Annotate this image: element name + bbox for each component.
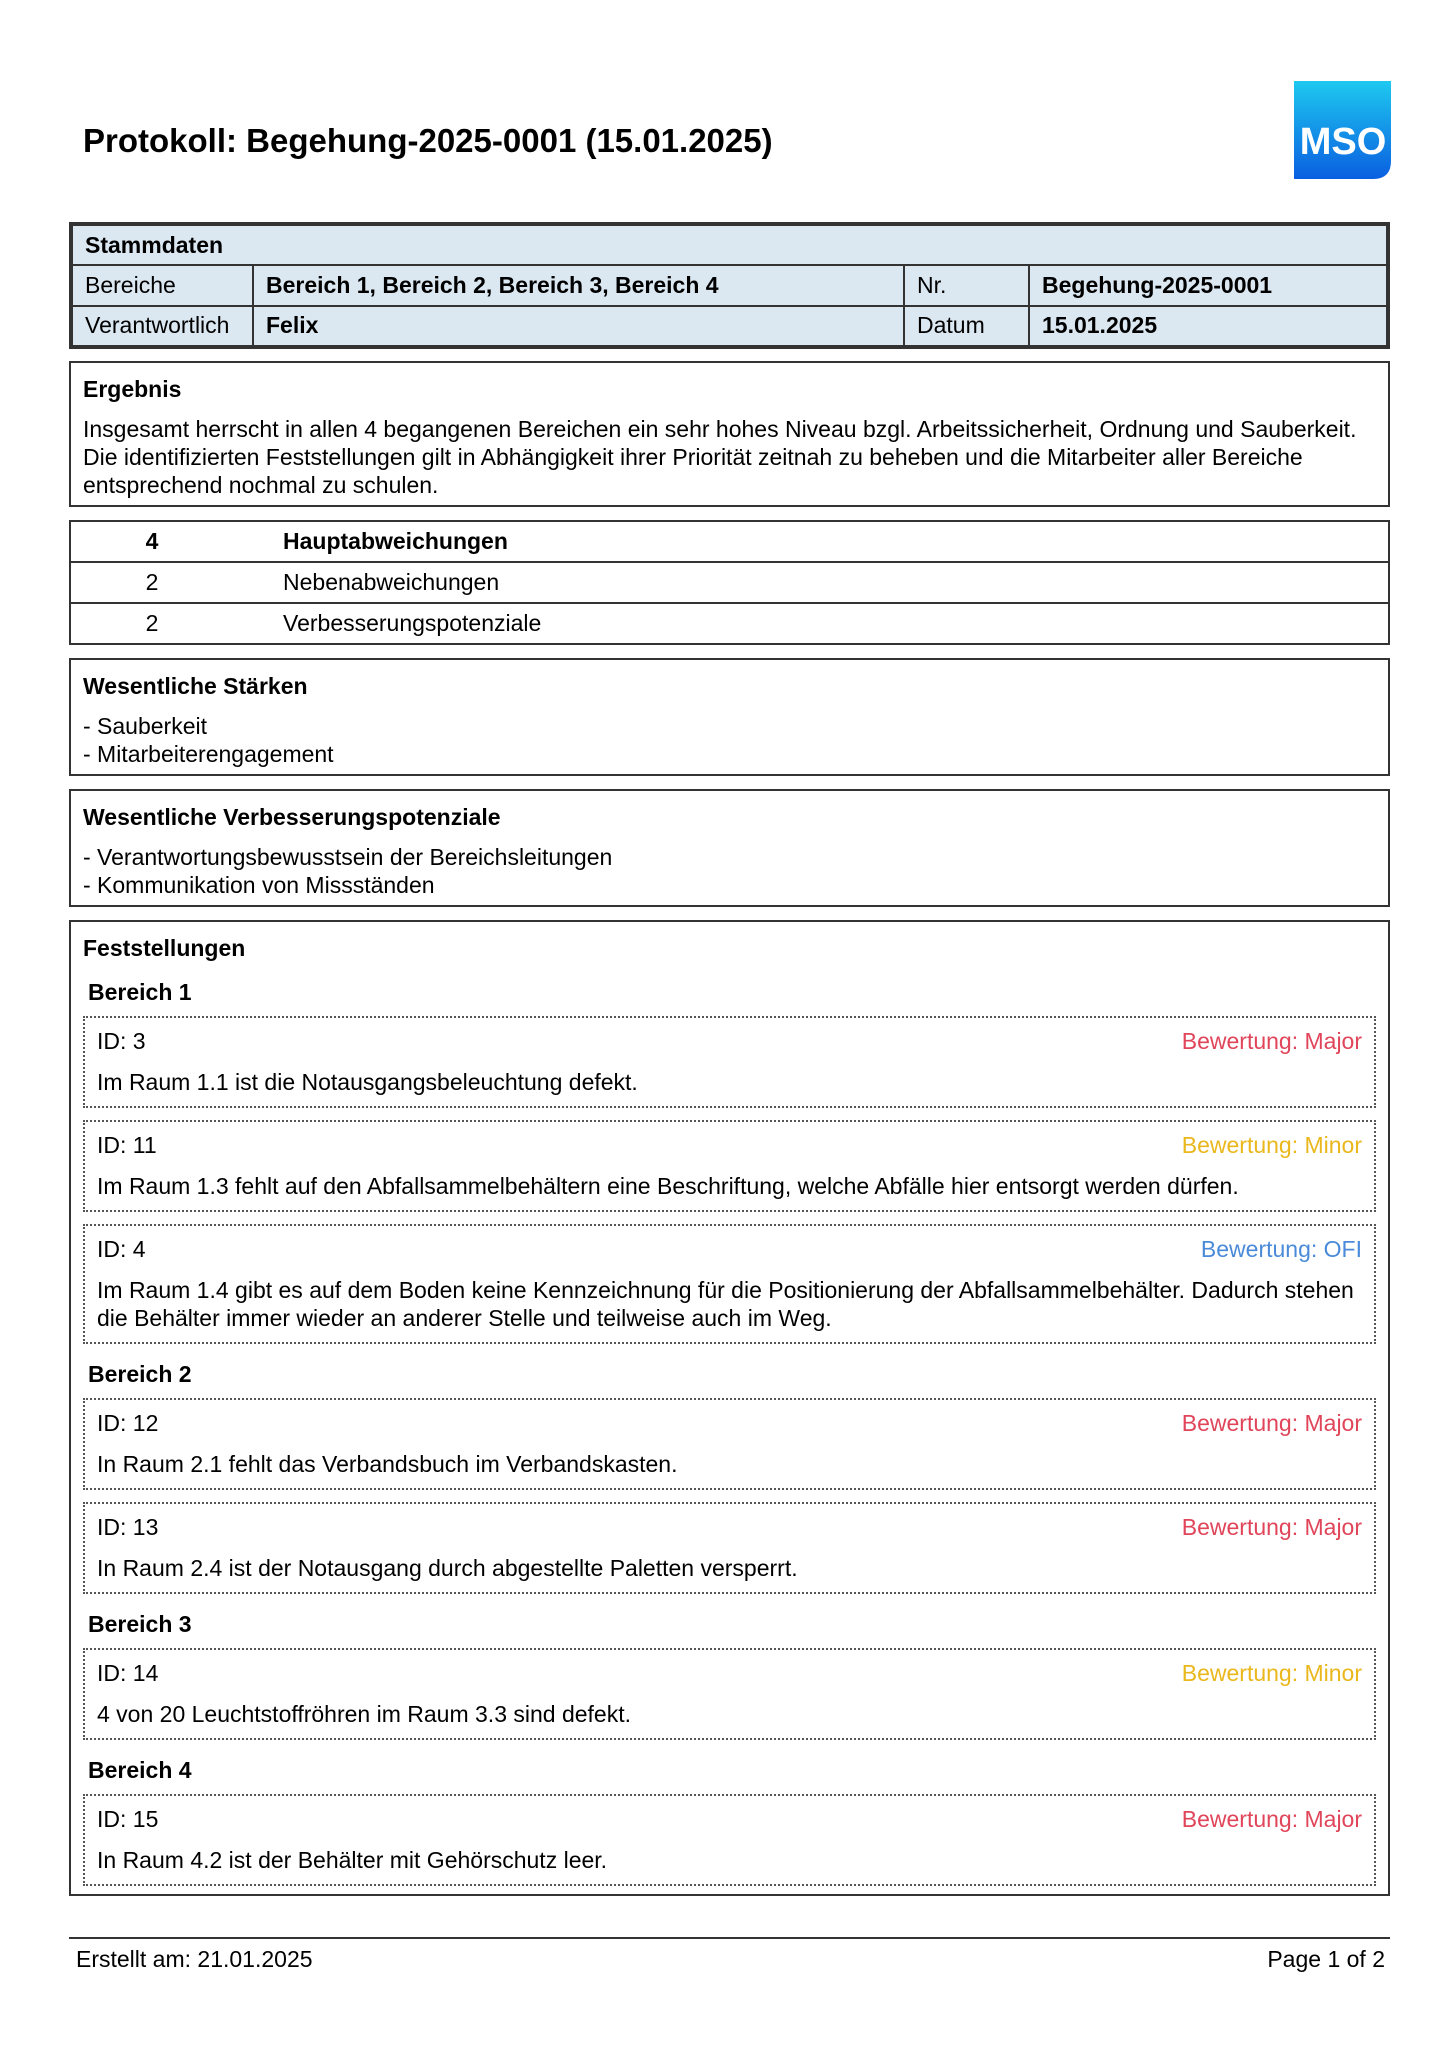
bereich-heading: Bereich 3: [88, 1611, 192, 1637]
finding-rating: Bewertung: Major: [1181, 1410, 1362, 1436]
nr-value: Begehung-2025-0001: [1029, 265, 1387, 305]
count-label: Nebenabweichungen: [265, 562, 1388, 603]
finding-text: In Raum 2.4 ist der Notausgang durch abgestellte Paletten versperrt.: [97, 1555, 798, 1581]
verantwortlich-value: Felix: [253, 306, 904, 346]
finding-rating: Bewertung: Major: [1181, 1514, 1362, 1540]
finding-card: [83, 1398, 1376, 1490]
list-item: - Sauberkeit: [83, 713, 208, 739]
verantwortlich-label: Verantwortlich: [72, 306, 253, 346]
count-row: [71, 603, 1388, 643]
deviation-counts-table: [69, 520, 1390, 645]
finding-card: [83, 1120, 1376, 1212]
finding-text: Im Raum 1.3 fehlt auf den Abfallsammelbehältern eine Beschriftung, welche Abfälle hier entsorgt werden dürfen.: [97, 1173, 1239, 1199]
ergebnis-heading: Ergebnis: [83, 376, 182, 402]
finding-rating: Bewertung: Major: [1181, 1028, 1362, 1054]
finding-id: ID: 4: [97, 1236, 146, 1262]
finding-card: [83, 1224, 1376, 1344]
footer-page-number: Page 1 of 2: [1267, 1946, 1385, 1972]
datum-label: Datum: [904, 306, 1029, 346]
verbesserungspotenziale-section: [69, 789, 1390, 907]
ergebnis-text: Insgesamt herrscht in allen 4 begangenen Bereichen ein sehr hohes Niveau bzgl. Arbeitssicherheit, Ordnung und Sauberkeit. Die identifizierten Feststellungen gilt in Abhängigkeit ihrer Priorität zeitnah zu beheben und die Mitarbeiter aller Bereiche entsprechend nochmal zu schulen.: [83, 416, 1357, 498]
count-label: Verbesserungspotenziale: [265, 603, 1388, 643]
footer-created-date: Erstellt am: 21.01.2025: [76, 1946, 313, 1972]
finding-card: [83, 1794, 1376, 1886]
finding-card: [83, 1502, 1376, 1594]
finding-rating: Bewertung: Minor: [1181, 1660, 1362, 1686]
finding-id: ID: 12: [97, 1410, 159, 1436]
feststellungen-section: [69, 920, 1390, 1896]
list-item: - Mitarbeiterengagement: [83, 741, 334, 767]
finding-id: ID: 3: [97, 1028, 146, 1054]
feststellungen-heading: Feststellungen: [83, 935, 246, 961]
footer-divider: [69, 1937, 1390, 1939]
finding-card: [83, 1016, 1376, 1108]
count-value: 4: [145, 527, 159, 554]
finding-text: 4 von 20 Leuchtstoffröhren im Raum 3.3 sind defekt.: [97, 1701, 631, 1727]
stammdaten-table: [69, 222, 1390, 349]
count-value: 2: [71, 562, 265, 603]
count-label: Hauptabweichungen: [283, 527, 508, 554]
finding-rating: Bewertung: OFI: [1200, 1236, 1362, 1262]
count-value: 2: [71, 603, 265, 643]
finding-text: Im Raum 1.4 gibt es auf dem Boden keine Kennzeichnung für die Positionierung der Abfallsammelbehälter. Dadurch stehen die Behälter immer wieder an anderer Stelle und teilweise auch im Weg.: [97, 1277, 1354, 1331]
bereiche-value: Bereich 1, Bereich 2, Bereich 3, Bereich 4: [253, 265, 904, 305]
finding-text: In Raum 4.2 ist der Behälter mit Gehörschutz leer.: [97, 1847, 608, 1873]
stammdaten-heading: Stammdaten: [72, 225, 1387, 265]
finding-text: In Raum 2.1 fehlt das Verbandsbuch im Verbandskasten.: [97, 1451, 678, 1477]
count-row: [71, 562, 1388, 603]
verbesserungspotenziale-heading: Wesentliche Verbesserungspotenziale: [83, 804, 501, 830]
bereiche-label: Bereiche: [72, 265, 253, 305]
finding-rating: Bewertung: Major: [1181, 1806, 1362, 1832]
finding-rating: Bewertung: Minor: [1181, 1132, 1362, 1158]
finding-id: ID: 11: [97, 1132, 157, 1158]
finding-id: ID: 15: [97, 1806, 159, 1832]
finding-text: Im Raum 1.1 ist die Notausgangsbeleuchtung defekt.: [97, 1069, 638, 1095]
nr-label: Nr.: [904, 265, 1029, 305]
page-title: Protokoll: Begehung-2025-0001 (15.01.2025): [83, 122, 773, 159]
bereich-heading: Bereich 2: [88, 1361, 192, 1387]
finding-card: [83, 1648, 1376, 1740]
ergebnis-section: [69, 361, 1390, 507]
bereich-heading: Bereich 1: [88, 979, 192, 1005]
finding-id: ID: 13: [97, 1514, 159, 1540]
staerken-heading: Wesentliche Stärken: [83, 673, 308, 699]
mso-logo: [1294, 81, 1391, 179]
logo-text: MSO: [1299, 121, 1387, 163]
staerken-section: [69, 658, 1390, 776]
datum-value: 15.01.2025: [1029, 306, 1387, 346]
count-row: [71, 522, 1388, 562]
list-item: - Verantwortungsbewusstsein der Bereichsleitungen: [83, 844, 613, 870]
finding-id: ID: 14: [97, 1660, 159, 1686]
list-item: - Kommunikation von Missständen: [83, 872, 435, 898]
bereich-heading: Bereich 4: [88, 1757, 192, 1783]
